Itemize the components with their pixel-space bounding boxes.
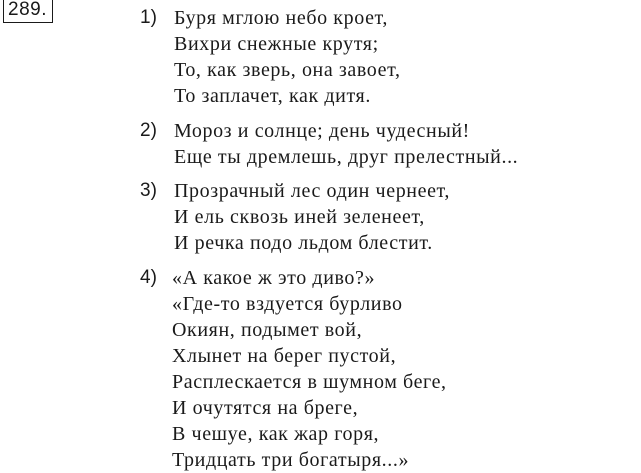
verse-line: Тридцать три богатыря...» bbox=[172, 449, 410, 471]
verse-line: Прозрачный лес один чернеет, bbox=[174, 180, 450, 202]
stanza-lines bbox=[172, 265, 447, 473]
verse-line: Вихри снежные крутя; bbox=[174, 33, 379, 55]
verse-line: Мороз и солнце; день чудесный! bbox=[174, 120, 470, 142]
exercise-number: 289. bbox=[3, 0, 53, 23]
verse-line: Расплескается в шумном беге, bbox=[172, 371, 447, 393]
stanza-number: 4) bbox=[140, 267, 157, 288]
verse-line: «Где-то вздуется бурливо bbox=[172, 293, 403, 315]
verse-line: И ель сквозь иней зеленеет, bbox=[174, 206, 425, 228]
stanza-lines bbox=[174, 118, 518, 170]
verse-line: То, как зверь, она завоет, bbox=[174, 59, 401, 81]
stanza-number: 1) bbox=[140, 7, 157, 28]
stanza-lines bbox=[174, 178, 450, 256]
verse-line: То заплачет, как дитя. bbox=[174, 85, 371, 107]
verse-line: И очутятся на бреге, bbox=[172, 397, 359, 419]
verse-line: И речка подо льдом блестит. bbox=[174, 232, 433, 254]
verse-line: Окиян, подымет вой, bbox=[172, 319, 363, 341]
verse-line: Хлынет на берег пустой, bbox=[172, 345, 397, 367]
stanza-number: 2) bbox=[140, 120, 157, 141]
verse-line: Еще ты дремлешь, друг прелестный... bbox=[174, 146, 519, 168]
verse-line: «А какое ж это диво?» bbox=[172, 267, 376, 289]
verse-line: Буря мглою небо кроет, bbox=[174, 7, 388, 29]
stanza-lines bbox=[174, 5, 401, 109]
stanza-number: 3) bbox=[140, 180, 157, 201]
verse-line: В чешуе, как жар горя, bbox=[172, 423, 380, 445]
